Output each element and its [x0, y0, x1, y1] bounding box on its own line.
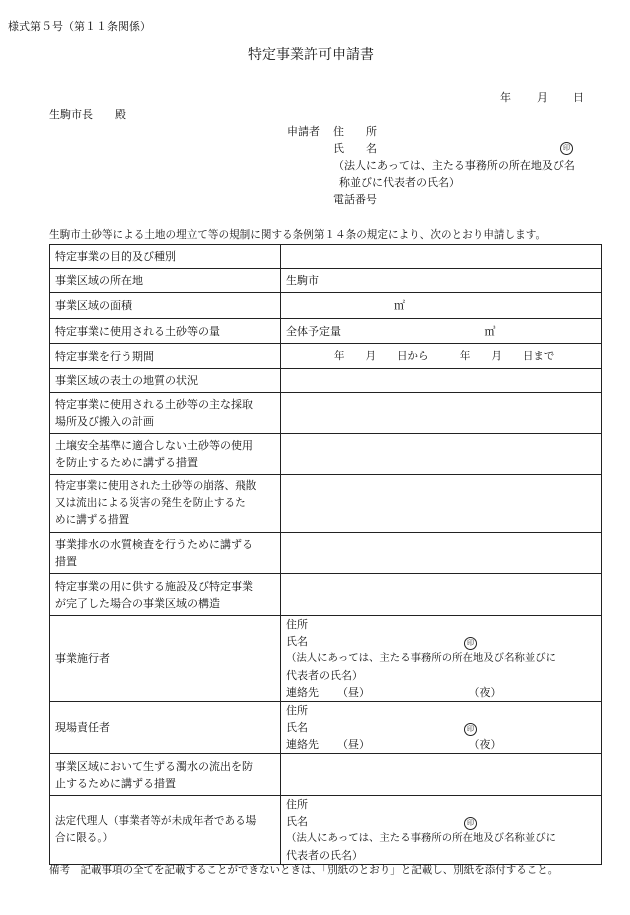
value-area[interactable]: [281, 293, 602, 319]
label-disaster-prevention: [50, 475, 281, 533]
intro-text: 生駒市土砂等による土地の埋立て等の規制に関する条例第１４条の規定により、次のとおり申請します。: [49, 229, 547, 241]
label-soil-amount: 特定事業に使用される土砂等の量: [50, 319, 281, 344]
label-operator: 事業施行者: [50, 616, 281, 702]
value-site-manager[interactable]: [281, 702, 602, 754]
agent-line1: 法定代理人（事業者等が未成年者である場: [55, 815, 257, 827]
operator-contact-label: 連絡先: [286, 686, 319, 699]
operator-note-line1: （法人にあっては、主たる事務所の所在地及び名称並びに: [286, 652, 557, 664]
operator-address-label: 住所: [286, 618, 308, 631]
value-soil-plan[interactable]: [281, 393, 602, 434]
label-legal-agent: [50, 796, 281, 865]
muddy-line2: 止するために講ずる措置: [55, 776, 176, 790]
applicant-note-line2: 称並びに代表者の氏名）: [339, 176, 460, 189]
disaster-line1: 特定事業に使用された土砂等の崩落、飛散: [55, 480, 257, 492]
location-city: 生駒市: [286, 274, 319, 287]
operator-day-label: （昼）: [337, 686, 370, 699]
operator-night-label: （夜）: [474, 686, 502, 699]
applicant-name-label: 氏 名: [333, 142, 377, 155]
agent-note-line1: （法人にあっては、主たる事務所の所在地及び名称並びに: [286, 832, 557, 844]
disaster-line3: めに講ずる措置: [55, 514, 130, 526]
safety-line1: 土壌安全基準に適合しない土砂等の使用: [55, 439, 253, 452]
value-location[interactable]: [281, 269, 602, 293]
applicant-seal-mark: 印: [560, 142, 573, 155]
disaster-line2: 又は流出による災害の発生を防止するた: [55, 497, 246, 509]
operator-contact-row: [286, 684, 596, 701]
label-site-structure: [50, 574, 281, 616]
label-period: 特定事業を行う期間: [50, 344, 281, 369]
application-table: [49, 244, 602, 865]
label-surface-soil: 事業区域の表土の地質の状況: [50, 369, 281, 393]
muddy-line1: 事業区域において生ずる濁水の流出を防: [55, 759, 253, 773]
operator-name-row: [286, 633, 596, 650]
document-title: 特定事業許可申請書: [248, 47, 374, 63]
manager-contact-label: 連絡先: [286, 738, 319, 751]
manager-name-label: 氏名: [286, 721, 308, 734]
applicant-phone-label: 電話番号: [333, 193, 377, 206]
soil-plan-line2: 場所及び搬入の計画: [55, 415, 154, 428]
label-purpose: 特定事業の目的及び種別: [50, 245, 281, 269]
value-purpose[interactable]: [281, 245, 602, 269]
agent-name-label: 氏名: [286, 815, 308, 828]
applicant-address-label: 住 所: [333, 125, 377, 138]
period-from: 年 月 日から: [334, 349, 429, 362]
date-month: 月: [537, 91, 548, 104]
label-soil-plan: [50, 393, 281, 434]
agent-note-line2: 代表者の氏名）: [286, 849, 363, 862]
value-operator[interactable]: [281, 616, 602, 702]
structure-line1: 特定事業の用に供する施設及び特定事業: [55, 579, 253, 593]
operator-note-line2: 代表者の氏名）: [286, 669, 363, 682]
date-day: 日: [573, 91, 584, 104]
value-legal-agent[interactable]: [281, 796, 602, 865]
label-area: 事業区域の面積: [50, 293, 281, 319]
manager-address-label: 住所: [286, 704, 308, 717]
water-line1: 事業排水の水質検査を行うために講ずる: [55, 538, 253, 551]
area-unit: ㎡: [394, 299, 405, 312]
value-period[interactable]: [281, 344, 602, 369]
value-surface-soil[interactable]: [281, 369, 602, 393]
value-site-structure[interactable]: [281, 574, 602, 616]
safety-line2: を防止するために講ずる措置: [55, 456, 198, 469]
label-muddy-water: [50, 754, 281, 796]
soil-plan-line1: 特定事業に使用される土砂等の主な採取: [55, 398, 253, 411]
agent-seal-mark: 印: [464, 817, 477, 830]
soil-total-label: 全体予定量: [286, 324, 341, 338]
applicant-note-line1: （法人にあっては、主たる事務所の所在地及び名: [333, 159, 575, 172]
value-safety-measures[interactable]: [281, 434, 602, 475]
value-disaster-prevention[interactable]: [281, 475, 602, 533]
period-to: 年 月 日まで: [459, 349, 555, 362]
label-water-inspection: [50, 533, 281, 574]
value-soil-amount[interactable]: [281, 319, 602, 344]
manager-seal-mark: 印: [464, 723, 477, 736]
date-year: 年: [500, 91, 511, 104]
label-site-manager: 現場責任者: [50, 702, 281, 754]
label-location: 事業区域の所在地: [50, 269, 281, 293]
structure-line2: が完了した場合の事業区域の構造: [55, 596, 220, 610]
value-muddy-water[interactable]: [281, 754, 602, 796]
manager-day-label: （昼）: [337, 738, 370, 751]
label-safety-measures: [50, 434, 281, 475]
agent-line2: 合に限る。）: [55, 832, 114, 844]
operator-name-label: 氏名: [286, 635, 308, 648]
value-water-inspection[interactable]: [281, 533, 602, 574]
manager-name-row: [286, 719, 596, 736]
water-line2: 措置: [55, 555, 77, 568]
manager-contact-row: [286, 736, 596, 753]
form-number: 様式第５号（第１１条関係）: [8, 20, 151, 33]
operator-seal-mark: 印: [464, 637, 477, 650]
soil-unit: ㎥: [484, 324, 496, 338]
agent-address-label: 住所: [286, 798, 308, 811]
remarks: 備考 記載事項の全てを記載することができないときは、「別紙のとおり」と記載し、別紙を添付すること。: [49, 864, 559, 876]
manager-night-label: （夜）: [474, 738, 502, 751]
agent-name-row: [286, 813, 596, 830]
applicant-label: 申請者: [287, 125, 320, 138]
addressee: 生駒市長 殿: [49, 108, 126, 121]
